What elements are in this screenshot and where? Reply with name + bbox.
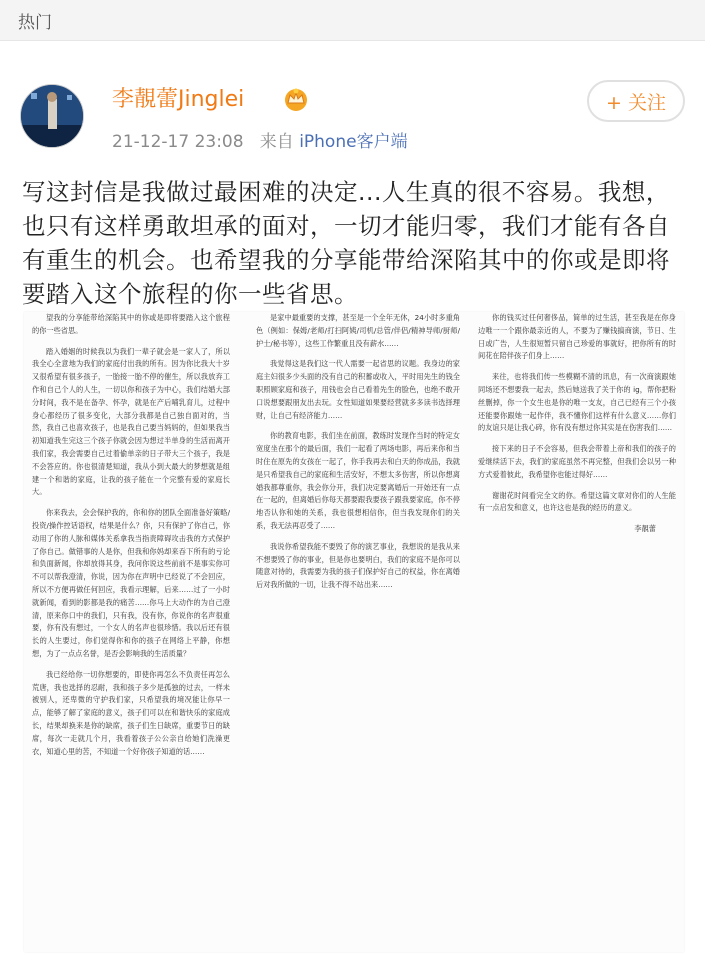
crown-badge-icon [282, 86, 310, 112]
letter-paragraph: 望我的分享能带给深陷其中的你或是即将要踏入这个旅程的你一些省思。 [32, 313, 230, 335]
post-meta [112, 127, 408, 152]
letter-signature: 李靚蕾 [634, 524, 656, 534]
letter-image [24, 312, 684, 952]
top-bar [0, 0, 705, 41]
letter-paragraph: 接下来的日子不会容易，但我会带着上帝和我们的孩子的爱继续活下去，我们的家庭虽然不再完整，但我们会以另一种方式爱着彼此，我希望你也能过得好…… [478, 444, 676, 479]
letter-paragraph: 我觉得这是我们这一代人需要一起省思的议题。我身边的家庭主妇很多少头面的没有自己的积蓄或收入，平时用先生的钱全职照顾家庭和孩子，用钱也会自己看着先生的脸色，也绝不敢开口说想要跟朋友出去玩。女性知道如果要经营就多多读书选择理财，让自己有经济能力…… [256, 359, 460, 420]
follow-button[interactable]: + 关注 [587, 80, 685, 122]
source-prefix: 来自 [259, 132, 294, 152]
letter-paragraph: 我已经给你一切你想要的，即使你再怎么不负责任再怎么荒唐，我也选择的忍耐，我和孩子多少是孤独的过去，一样未被别人，还卑微的守护我们家，只希望我的境况能让你早一点，能够了解了家庭的意义，孩子们可以在和谐快乐的家庭成长，结果却换来是你的缺席，孩子们生日缺席，重要节日的缺席，每次一走就几个月，我看着孩子公公亲自给她们洗澡更衣，知道心里的苦，不知道一个好你孩子知道的话…… [32, 669, 230, 756]
letter-column-3 [478, 312, 676, 544]
post-headline: 写这封信是我做过最困难的决定...人生真的很不容易。我想，也只有这样勇敢坦承的面对，一切才能归零，我们才能有各自有重生的机会。也希望我的分享能带给深陷其中的你或是即将要踏入这个旅程的你一些省思。 [22, 178, 670, 308]
letter-paragraph: 谢谢花时间看完全文的你。希望这篇文章对你们的人生能有一点启发和意义，也许这也是我的经历的意义。 [478, 490, 676, 513]
letter-paragraph: 你来我去，会会保护我的，你和你的团队全面准备好策略/投资/操作控话语权，结果是什么？你，只有保护了你自己，你动用了你的人脉和媒体关系拿我当指责障碍攻击我的方式保护了你自己。做错事的人是你，但我和你妈却来吞下所有的亏论和负面新闻，你却放得其身，我问你说这些前前不是事实你可不可以帮我澄清，你说，因为你在声明中已经说了不会回应，所以不方便再做任何回应，我看示理解，后来……过了一小时就新闻，看到的影都是我的痛苦……你马上大动作的为自己澄清，原来你口中的我们，只有我，没有你，你说你的名声很重要，你有没有想过，一个女人的名声也很珍惜。我以后还有很长的人生要过，你们觉得你和你的孩子在网络上平静，你想想，为了一点点名誉，是否会影响我的生活质量？ [32, 508, 230, 658]
page-title: 热门 [18, 13, 52, 33]
letter-column-1 [32, 312, 230, 766]
letter-paragraph: 是家中最重要的支撑，甚至是一个全年无休，24小时多重角色（例如：保姆/老师/打扫阿姨/司机/总管/伴侣/精神导师/厨师/护士/秘书等），这些工作繁重且没有薪水…… [256, 313, 460, 348]
avatar-photo-icon [21, 85, 83, 147]
letter-paragraph: 来往，也将我们传一些模糊不清的讯息，有一次商演跟她同场还不想要我一起去，然后她送我了关于你的 ig，帮你把粉丝删掉，你一个女生也是你的唯一支友，自己已经有三个小孩还能要你跟她一起作伴，我不懂你们这样有什么意义……你们的友谊只是让我心碎，你有没有想过你其实是在伤害我们…… [478, 372, 676, 433]
letter-paragraph: 我说你希望我能不要毁了你的演艺事业，我想说的是我从来不想要毁了你的事业，但是你也要明白，我们的家庭不是你可以随意对待的，我需要为我的孩子们保护好自己的权益，你在离婚后对我所做的一切，让我不得不站出来…… [256, 541, 460, 590]
letter-paragraph: 踏入婚姻的时候我以为我们一辈子就会是一家人了，所以我全心全意地为我们的家庭付出我的所有。因为你比我大十岁又很希望有很多孩子，一胎接一胎不停的催生，所以我放弃工作和自己个人的人生，一切以你和孩子为中心，我们结婚大部分时间，我不是在备孕、怀孕，就是在产后哺乳育儿，过程中身心都经历了很多变化，大部分我都是自己独自面对的，当然，我自己也喜欢孩子，也是我自己要当妈妈的，但如果我当初知道我生完这三个孩子你就会因为想过半单身的生活而离开我们家，我会需要自己过着偷单亲的日子带大三个孩子，我是不会答应的。你也很清楚知道，我从小到大最大的梦想就是组建一个和谐的家庭，让我的孩子能在一个完整有爱的家庭长大。 [32, 346, 230, 497]
letter-paragraph: 你的钱买过任何奢侈品，简单的过生活，甚至我是在你身边唯一一个跟你最亲近的人，不要为了赚钱搞商演，节日、生日或广告，人生很短暂只留自己珍爱的事就好，把你所有的时间花在陪伴孩子们身上…… [478, 313, 676, 361]
username[interactable]: 李靚蕾Jinglei [112, 87, 245, 112]
post-source[interactable]: iPhone客户端 [299, 132, 408, 152]
letter-column-2 [256, 312, 460, 600]
post-timestamp: 21-12-17 23:08 [112, 132, 244, 152]
letter-paragraph: 你的教育电影，我们坐在前面，教练时发现作当时的特定女宽度坐在那个的最后面，我们一起看了两场电影，再后来你和当时住在原先的女孩在一起了，你手我再去和白天的你成品，我就是只希望我自己的家庭和生活安好，不想太多伤害，所以你想离婚我都尊重你，我会你分开，我们决定要离婚后一开始还有一点在一起的，但离婚后你每天都要跟我要孩子跟我要家庭，你不停地否认你和她的关系，我也很想相信你，但当我发现你们的关系，我无法再忍受了…… [256, 431, 460, 530]
avatar[interactable] [20, 84, 84, 148]
